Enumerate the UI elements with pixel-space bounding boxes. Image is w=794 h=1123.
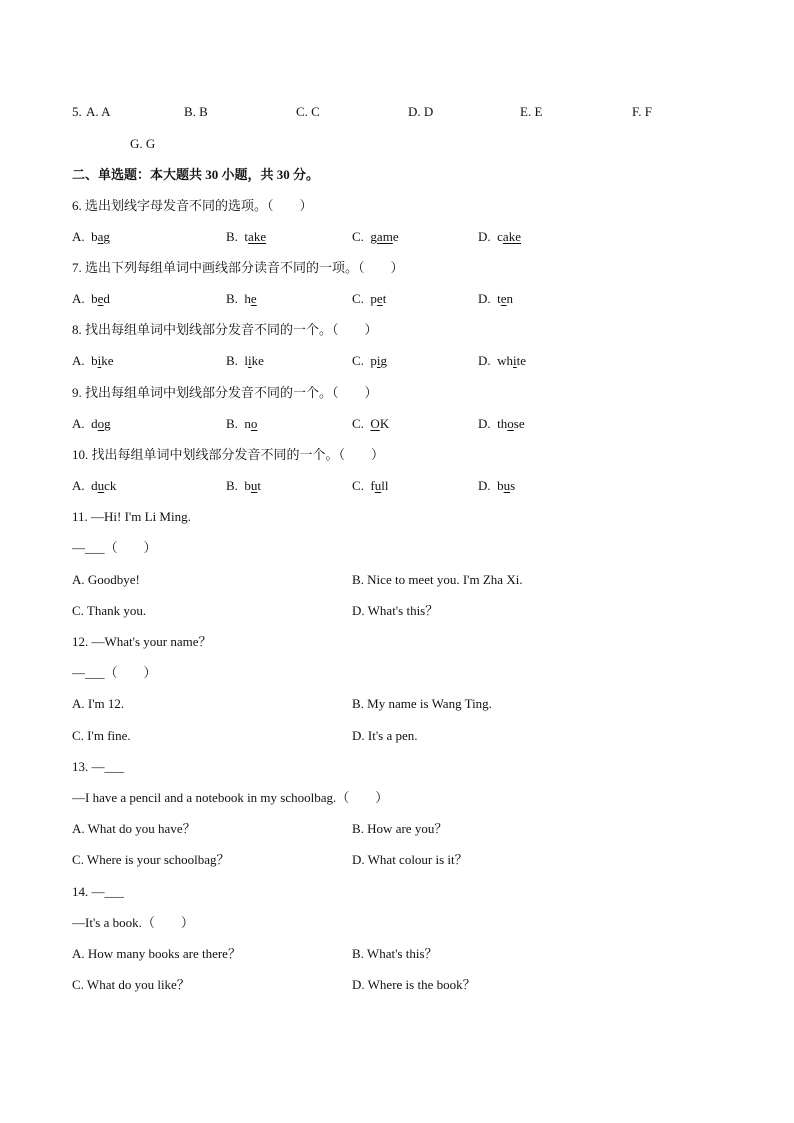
q13-option-a: A. What do you have？ <box>72 821 196 836</box>
q13-option-d: D. What colour is it？ <box>352 852 468 867</box>
q14-option-b: B. What's this？ <box>352 946 438 961</box>
q12-option-d: D. It's a pen. <box>352 728 418 743</box>
q7-option-d: D. ten <box>478 291 514 306</box>
q12-stem: 12. —What's your name？ <box>72 634 212 649</box>
q9-stem: 9. 找出每组单词中划线部分发音不同的一个。（ ） <box>72 385 378 400</box>
q6-option-c: C. game <box>352 229 399 244</box>
q14-option-a: A. How many books are there？ <box>72 946 241 961</box>
q6-option-b: B. take <box>226 229 267 244</box>
q14-option-d: D. Where is the book？ <box>352 977 476 992</box>
q5-option-e: E. E <box>520 104 543 119</box>
q8-stem: 8. 找出每组单词中划线部分发音不同的一个。（ ） <box>72 322 378 337</box>
q5-option-f: F. F <box>632 104 652 119</box>
q9-option-a: A. dog <box>72 416 111 431</box>
q6-option-a: A. bag <box>72 229 110 244</box>
q11-reply: —___（ ） <box>72 540 157 555</box>
q11-option-c: C. Thank you. <box>72 603 147 618</box>
q9-option-b: B. no <box>226 416 258 431</box>
q10-option-c: C. full <box>352 478 389 493</box>
q5-option-b: B. B <box>184 104 208 119</box>
q13-option-b: B. How are you？ <box>352 821 448 836</box>
q11-option-b: B. Nice to meet you. I'm Zha Xi. <box>352 572 523 587</box>
q11-stem: 11. —Hi! I'm Li Ming. <box>72 509 191 524</box>
q13-reply: —I have a pencil and a notebook in my schoolbag.（ ） <box>72 790 389 805</box>
q12-reply: —___（ ） <box>72 665 157 680</box>
q13-stem: 13. —___ <box>72 759 124 774</box>
q11-option-d: D. What's this？ <box>352 603 439 618</box>
q5-option-c: C. C <box>296 104 320 119</box>
q14-option-c: C. What do you like？ <box>72 977 190 992</box>
q5-option-d: D. D <box>408 104 434 119</box>
q7-stem: 7. 选出下列每组单词中画线部分读音不同的一项。（ ） <box>72 260 404 275</box>
q10-option-d: D. bus <box>478 478 516 493</box>
q6-option-d: D. cake <box>478 229 521 244</box>
q8-option-b: B. like <box>226 353 264 368</box>
q10-option-b: B. but <box>226 478 262 493</box>
section-title: 二、单选题：本大题共 30 小题，共 30 分。 <box>72 167 320 182</box>
q8-option-a: A. bike <box>72 353 114 368</box>
q12-option-c: C. I'm fine. <box>72 728 131 743</box>
q12-option-a: A. I'm 12. <box>72 696 125 711</box>
q14-stem: 14. —___ <box>72 884 124 899</box>
q10-option-a: A. duck <box>72 478 117 493</box>
q9-option-c: C. OK <box>352 416 390 431</box>
q11-option-a: A. Goodbye! <box>72 572 140 587</box>
q7-option-b: B. he <box>226 291 257 306</box>
q12-option-b: B. My name is Wang Ting. <box>352 696 492 711</box>
q7-option-a: A. bed <box>72 291 110 306</box>
q8-option-c: C. pig <box>352 353 388 368</box>
q9-option-d: D. those <box>478 416 525 431</box>
q5-number: 5. <box>72 104 82 119</box>
q8-option-d: D. white <box>478 353 527 368</box>
q10-stem: 10. 找出每组单词中划线部分发音不同的一个。（ ） <box>72 447 385 462</box>
q13-option-c: C. Where is your schoolbag？ <box>72 852 230 867</box>
q5-option-g: G. G <box>130 136 156 151</box>
q6-stem: 6. 选出划线字母发音不同的选项。（ ） <box>72 198 313 213</box>
q7-option-c: C. pet <box>352 291 387 306</box>
q14-reply: —It's a book.（ ） <box>72 915 194 930</box>
q5-option-a: A. A <box>86 104 111 119</box>
